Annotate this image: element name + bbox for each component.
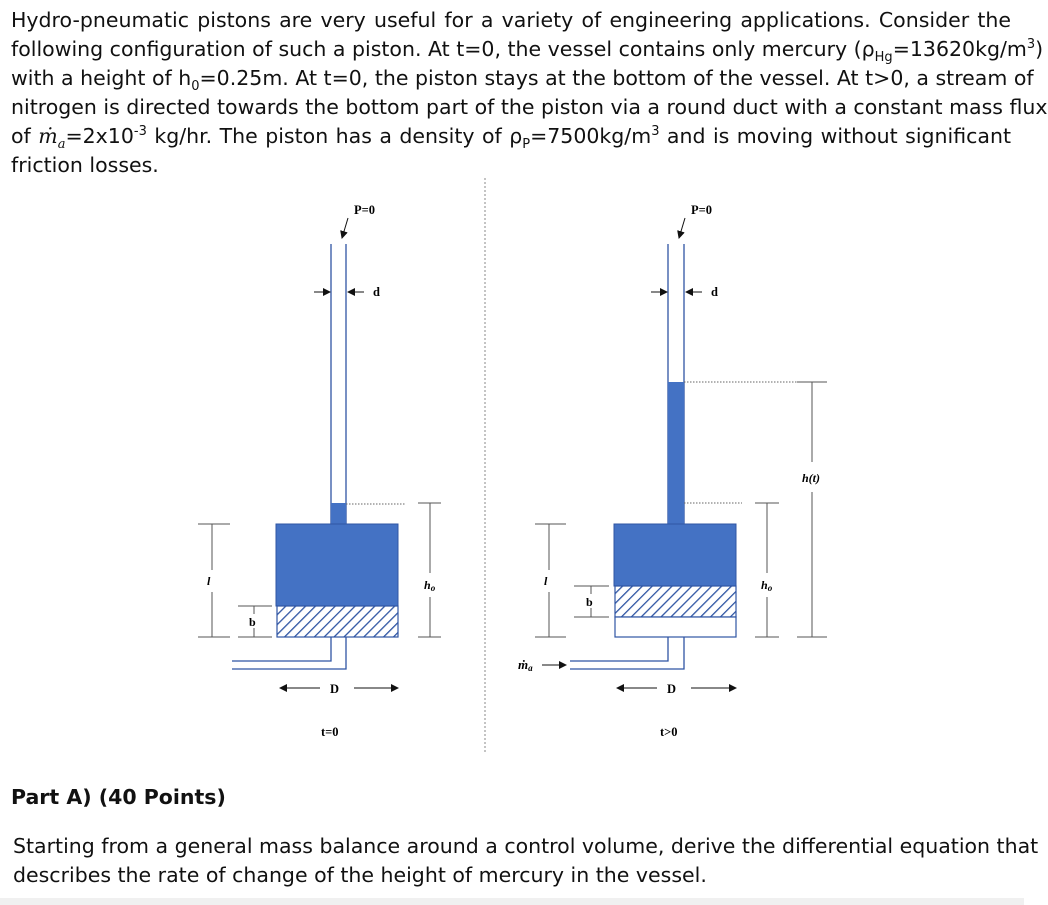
time-label-left: t=0: [321, 725, 339, 739]
diagram-right: [518, 203, 827, 739]
piston-left: [277, 606, 398, 637]
d-label-right: d: [711, 285, 718, 299]
part-a-heading: Part A) (40 Points): [11, 785, 226, 809]
nitrogen-gap: [615, 617, 736, 637]
D-label-right: D: [667, 682, 677, 696]
l-label-right: l: [544, 574, 548, 588]
pressure-label-left: P=0: [354, 203, 376, 217]
statement-line-5: of $ṁ_a=2x10^{-3}$ kg/hr. The piston has a density of $\rho_P=7500kg/m^3$ and is moving without significant: [11, 124, 1011, 153]
b-label-right: b: [586, 595, 593, 609]
mercury-left: [276, 524, 398, 606]
b-label-left: b: [249, 615, 256, 629]
pressure-label-right: P=0: [691, 203, 713, 217]
page-bottom-edge: [0, 898, 1024, 905]
time-label-right: t>0: [660, 725, 678, 739]
statement-line-3: with a height of $h_0=0.25m$. At t=0, the piston stays at the bottom of the vessel. At t>0, a stream of: [11, 66, 1034, 95]
part-a-line-2: describes the rate of change of the height of mercury in the vessel.: [13, 863, 707, 887]
statement-line-2: following configuration of such a piston. At t=0, the vessel contains only mercury $(\rho_{Hg}=13620kg/m^3)$: [11, 37, 1044, 66]
diagram-left: [198, 203, 441, 739]
mercury-in-tube-right: [668, 382, 684, 525]
mercury-in-tube-left: [331, 503, 346, 525]
h0-label-left: ho: [424, 578, 436, 593]
mdot-label: ṁa: [518, 657, 533, 673]
statement-line-6: friction losses.: [11, 153, 159, 177]
statement-line-1: Hydro-pneumatic pistons are very useful for a variety of engineering applications. Consider the: [11, 8, 1011, 32]
part-a-line-1: Starting from a general mass balance around a control volume, derive the differential equation that: [13, 834, 1039, 858]
part-a-question: [13, 832, 1038, 890]
d-label-left: d: [373, 285, 380, 299]
l-label-left: l: [207, 574, 211, 588]
h0-label-right: ho: [761, 578, 773, 593]
mercury-right: [614, 524, 736, 586]
statement-line-4: nitrogen is directed towards the bottom part of the piston via a round duct with a constant mass flux: [11, 95, 1048, 119]
piston-right: [615, 586, 736, 617]
D-label-left: D: [330, 682, 340, 696]
ht-label: h(t): [802, 471, 820, 485]
